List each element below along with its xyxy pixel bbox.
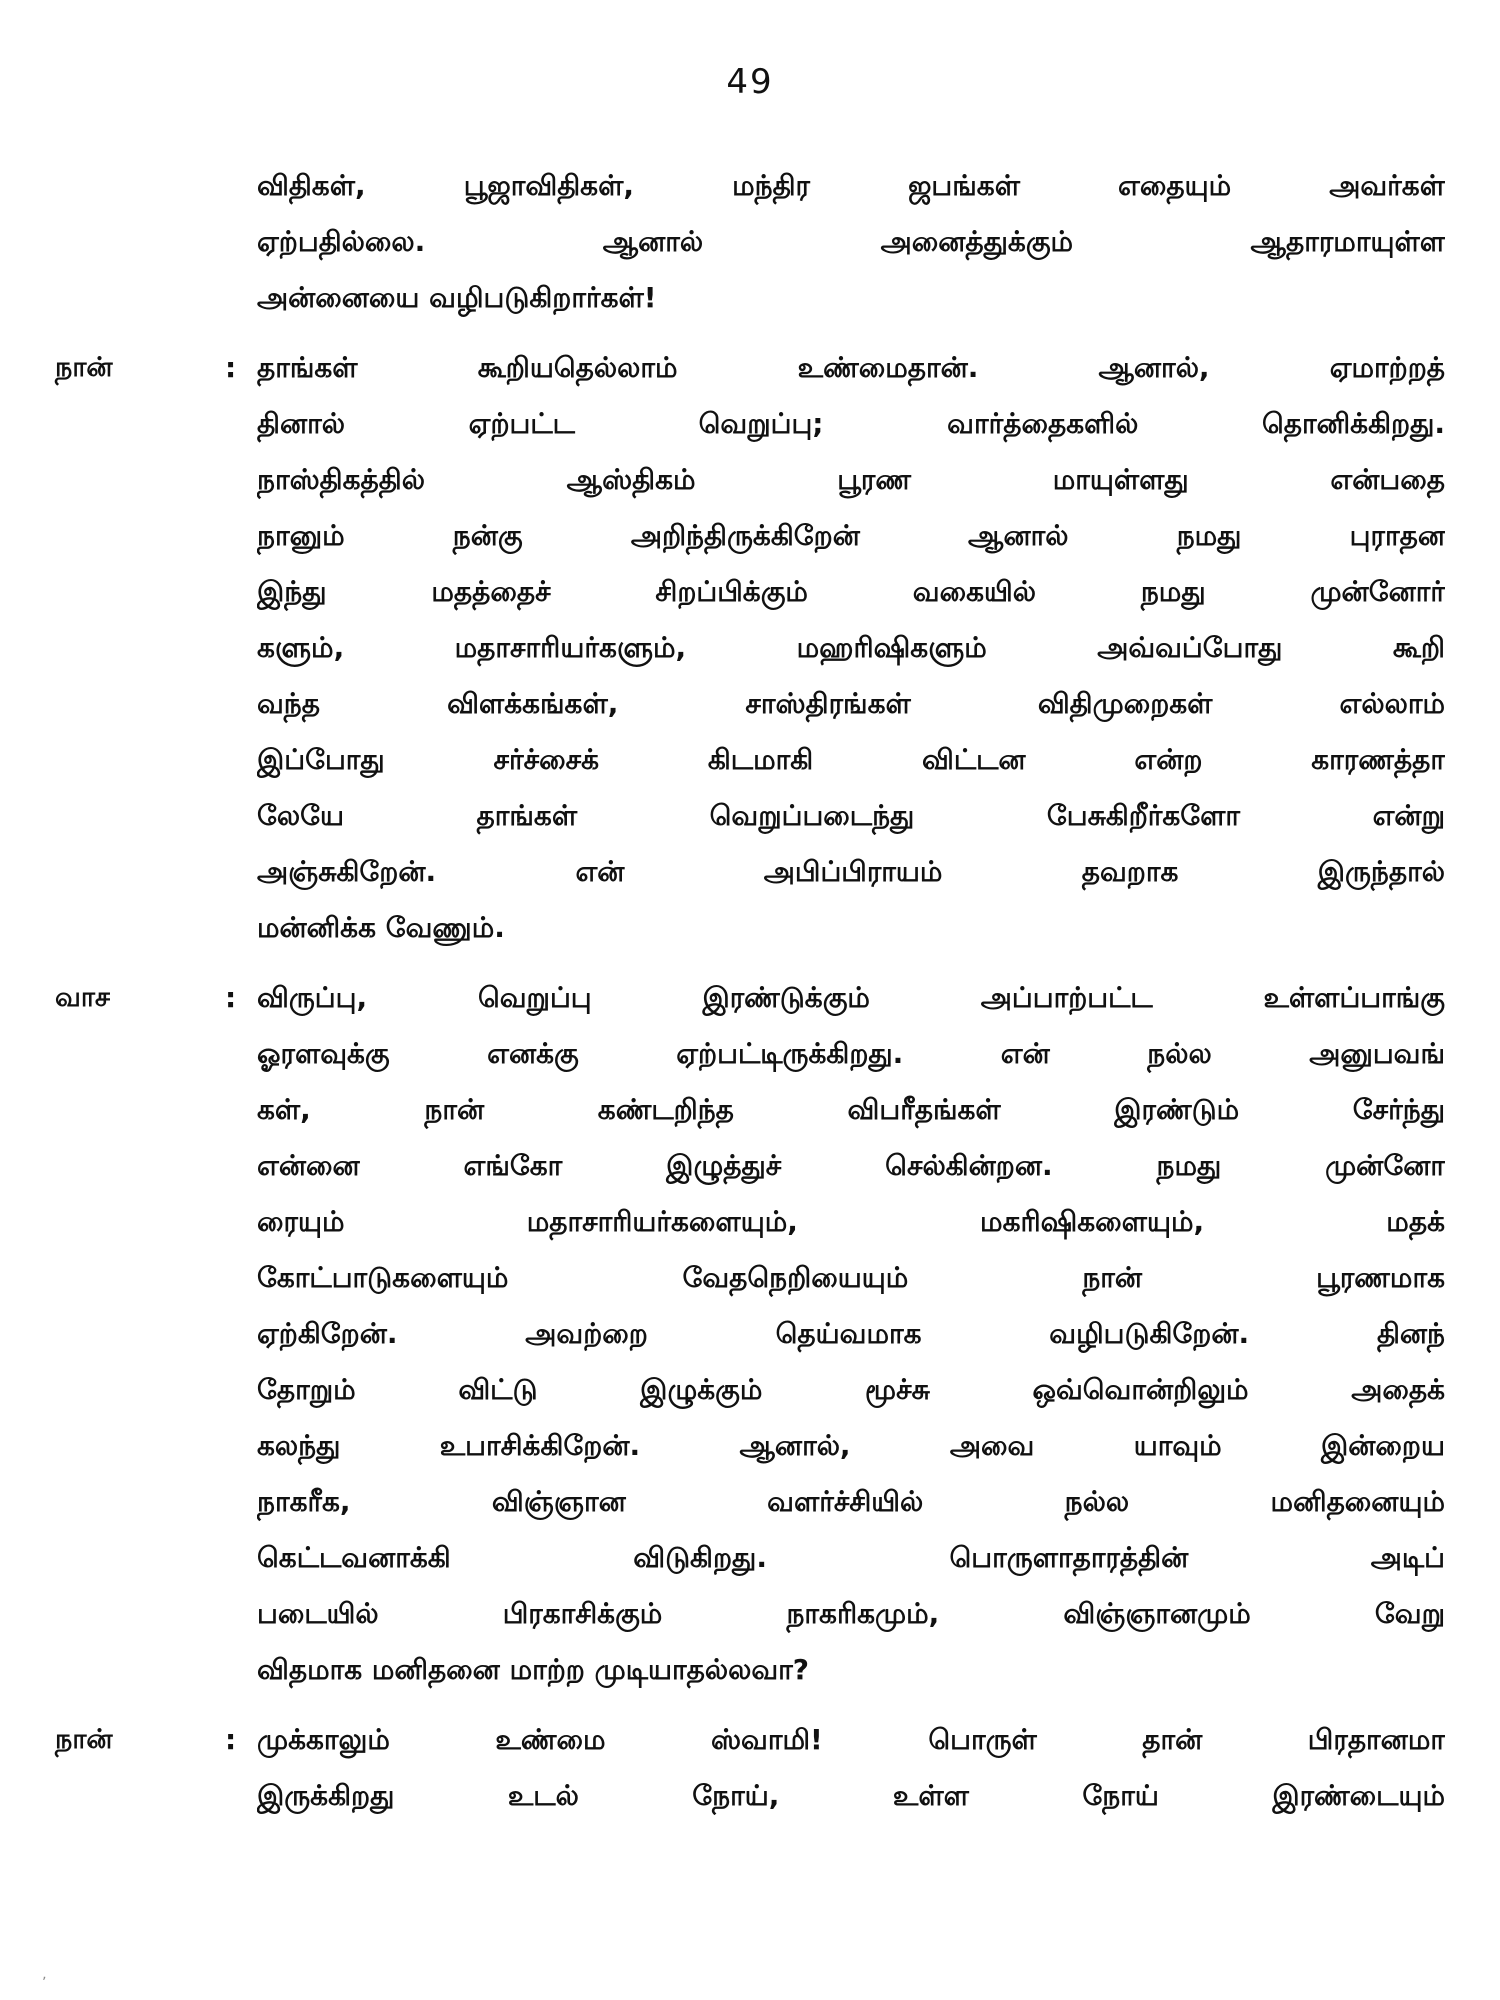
text-line: கள், நான் கண்டறிந்த விபரீதங்கள் இரண்டும் சேர்ந்து: [257, 1093, 1445, 1126]
text-line: களும், மதாசாரியர்களும், மஹரிஷிகளும் அவ்வப்போது கூறி: [257, 631, 1445, 664]
text-line: கெட்டவனாக்கி விடுகிறது. பொருளாதாரத்தின் அடிப்: [257, 1541, 1445, 1574]
dialogue-text: [257, 970, 1445, 1698]
text-line: கலந்து உபாசிக்கிறேன். ஆனால், அவை யாவும் இன்றைய: [257, 1429, 1445, 1462]
text-line: இருக்கிறது உடல் நோய், உள்ள நோய் இரண்டையும்: [257, 1779, 1445, 1812]
text-line: லேயே தாங்கள் வெறுப்படைந்து பேசுகிறீர்களோ என்று: [257, 799, 1445, 832]
text-line: அன்னையை வழிபடுகிறார்கள்!: [257, 281, 657, 314]
dialogue-text: [257, 340, 1445, 956]
text-line: இப்போது சர்ச்சைக் கிடமாகி விட்டன என்ற காரணத்தா: [257, 743, 1445, 776]
continuation-text: [257, 158, 1445, 326]
speaker-colon: :: [225, 351, 237, 384]
text-line: வந்த விளக்கங்கள், சாஸ்திரங்கள் விதிமுறைகள் எல்லாம்: [257, 687, 1445, 720]
text-line: நானும் நன்கு அறிந்திருக்கிறேன் ஆனால் நமது புராதன: [257, 519, 1445, 552]
text-line: கோட்பாடுகளையும் வேதநெறியையும் நான் பூரணமாக: [257, 1261, 1445, 1294]
page-content: [55, 158, 1445, 1838]
page-number: 49: [726, 62, 774, 102]
dialogue-text: [257, 1712, 1445, 1824]
continuation-paragraph: [257, 158, 1445, 326]
text-line: மன்னிக்க வேணும்.: [257, 911, 505, 944]
speaker-colon: :: [225, 981, 237, 1014]
text-line: விருப்பு, வெறுப்பு இரண்டுக்கும் அப்பாற்பட்ட உள்ளப்பாங்கு: [257, 981, 1445, 1014]
scan-speck: ʼ: [42, 1975, 47, 1991]
text-line: தினால் ஏற்பட்ட வெறுப்பு; வார்த்தைகளில் தொனிக்கிறது.: [257, 407, 1445, 440]
text-line: இந்து மதத்தைச் சிறப்பிக்கும் வகையில் நமது முன்னோர்: [257, 575, 1445, 608]
text-line: ஓரளவுக்கு எனக்கு ஏற்பட்டிருக்கிறது. என் நல்ல அனுபவங்: [257, 1037, 1445, 1070]
text-line: ஏற்கிறேன். அவற்றை தெய்வமாக வழிபடுகிறேன். தினந்: [257, 1317, 1445, 1350]
speaker-label: நான்: [55, 352, 113, 383]
speaker-colon: :: [225, 1723, 237, 1756]
text-line: ஏற்பதில்லை. ஆனால் அனைத்துக்கும் ஆதாரமாயுள்ள: [257, 225, 1445, 258]
text-line: தாங்கள் கூறியதெல்லாம் உண்மைதான். ஆனால், ஏமாற்றத்: [257, 351, 1445, 384]
text-line: ரையும் மதாசாரியர்களையும், மகரிஷிகளையும், மதக்: [257, 1205, 1445, 1238]
dialogue-entry: [55, 970, 1445, 1698]
text-line: விதிகள், பூஜாவிதிகள், மந்திர ஜபங்கள் எதையும் அவர்கள்: [257, 169, 1445, 202]
text-line: நாகரீக, விஞ்ஞான வளர்ச்சியில் நல்ல மனிதனையும்: [257, 1485, 1445, 1518]
text-line: அஞ்சுகிறேன். என் அபிப்பிராயம் தவறாக இருந்தால்: [257, 855, 1445, 888]
text-line: நாஸ்திகத்தில் ஆஸ்திகம் பூரண மாயுள்ளது என்பதை: [257, 463, 1445, 496]
speaker-label: வாச: [55, 982, 110, 1013]
text-line: முக்காலும் உண்மை ஸ்வாமி! பொருள் தான் பிரதானமா: [257, 1723, 1445, 1756]
dialogue-entry: [55, 340, 1445, 956]
text-line: படையில் பிரகாசிக்கும் நாகரிகமும், விஞ்ஞானமும் வேறு: [257, 1597, 1445, 1630]
text-line: விதமாக மனிதனை மாற்ற முடியாதல்லவா?: [257, 1653, 810, 1686]
speaker-label: நான்: [55, 1724, 113, 1755]
text-line: என்னை எங்கோ இழுத்துச் செல்கின்றன. நமது முன்னோ: [257, 1149, 1445, 1182]
dialogue-entry: [55, 1712, 1445, 1824]
text-line: தோறும் விட்டு இழுக்கும் மூச்சு ஒவ்வொன்றிலும் அதைக்: [257, 1373, 1445, 1406]
